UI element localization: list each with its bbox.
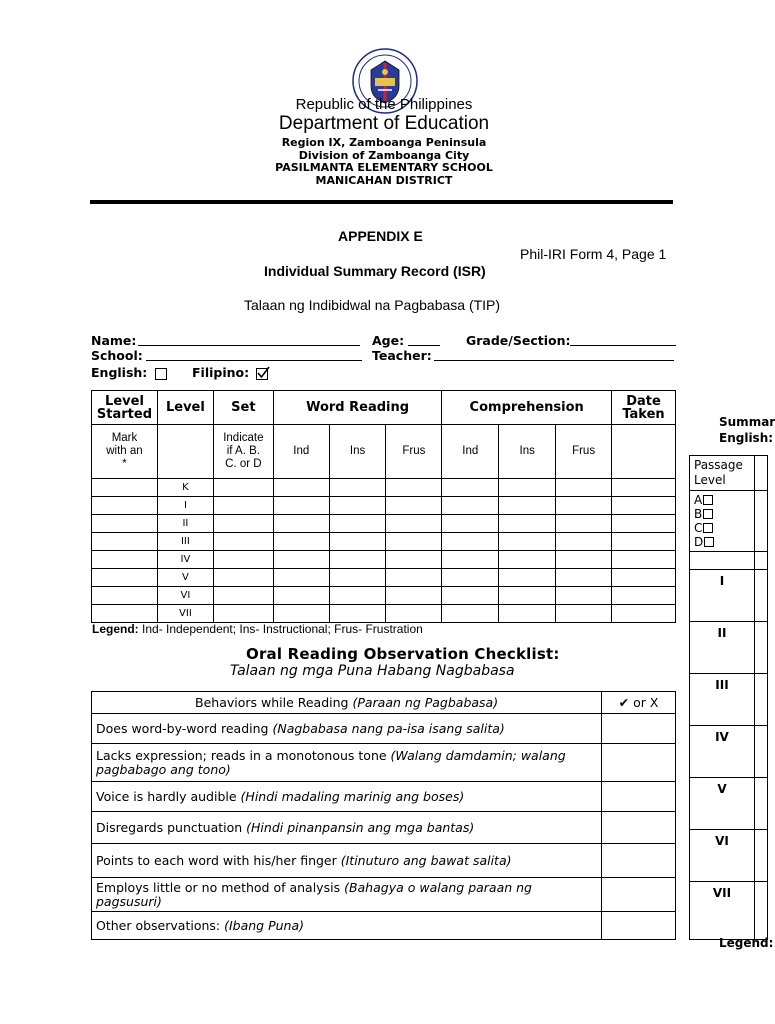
isr-entry-cell[interactable]	[442, 515, 499, 533]
isr-entry-cell[interactable]	[556, 533, 612, 551]
isr-level-cell: K	[157, 479, 213, 497]
isr-row	[92, 515, 676, 533]
side-level-row	[690, 622, 768, 674]
isr-entry-cell[interactable]	[499, 515, 556, 533]
side-col-partial	[754, 456, 767, 491]
side-options-partial	[754, 491, 767, 552]
side-level-row	[690, 674, 768, 726]
header-department: Department of Education	[278, 113, 490, 134]
isr-entry-cell[interactable]	[442, 551, 499, 569]
checklist-behavior	[92, 782, 602, 812]
isr-entry-cell[interactable]	[273, 569, 329, 587]
checklist-behavior	[92, 912, 602, 940]
checklist-header	[92, 692, 602, 714]
isr-entry-cell[interactable]	[499, 533, 556, 551]
side-option-checkbox[interactable]	[704, 537, 714, 547]
legend-label: Legend:	[92, 622, 139, 636]
checklist-behavior-en: Other observations:	[96, 917, 225, 933]
isr-level-cell: II	[157, 515, 213, 533]
legend-text: Ind- Independent; Ins- Instructional; Frus- Frustration	[138, 622, 423, 636]
name-label: Name:	[91, 333, 137, 348]
isr-table	[91, 390, 676, 623]
isr-entry-cell[interactable]	[92, 605, 158, 623]
side-level-row	[690, 726, 768, 778]
english-checkbox[interactable]	[155, 368, 167, 380]
isr-entry-cell[interactable]	[499, 497, 556, 515]
side-option-letter: B	[694, 507, 703, 521]
form-number: Phil-IRI Form 4, Page 1	[520, 246, 667, 262]
isr-entry-cell[interactable]	[273, 605, 329, 623]
checklist-behavior-fil: (Hindi pinanpansin ang mga bantas)	[246, 819, 475, 835]
isr-entry-cell[interactable]	[213, 515, 273, 533]
side-option-letter: D	[694, 535, 704, 549]
col-set: Set	[213, 391, 273, 425]
checklist-subtitle: Talaan ng mga Puna Habang Nagbabasa	[230, 663, 515, 679]
side-option-checkbox[interactable]	[703, 495, 713, 505]
header-rule	[90, 200, 673, 204]
isr-entry-cell[interactable]	[92, 569, 158, 587]
checklist-header-en: Behaviors while Reading	[195, 694, 353, 710]
isr-entry-cell[interactable]	[442, 479, 499, 497]
checklist-mark-cell[interactable]	[602, 744, 676, 782]
teacher-label: Teacher:	[372, 348, 432, 363]
checklist-mark-cell[interactable]	[602, 714, 676, 744]
isr-entry-cell[interactable]	[92, 515, 158, 533]
isr-entry-cell[interactable]	[556, 479, 612, 497]
isr-entry-cell[interactable]	[92, 587, 158, 605]
header-district: MANICAHAN DISTRICT	[315, 174, 453, 187]
checklist-behavior-fil: (Hindi madaling marinig ang boses)	[240, 788, 465, 804]
grade-section-input[interactable]	[570, 345, 676, 346]
isr-entry-cell[interactable]	[556, 515, 612, 533]
col-word-reading: Word Reading	[273, 391, 441, 425]
checklist-behavior-en: Does word-by-word reading	[96, 720, 273, 736]
document-subtitle: Talaan ng Indibidwal na Pagbabasa (TIP)	[244, 297, 501, 313]
checklist-mark-cell[interactable]	[602, 812, 676, 844]
col-level: Level	[157, 391, 213, 425]
isr-entry-cell[interactable]	[499, 569, 556, 587]
isr-entry-cell[interactable]	[273, 479, 329, 497]
teacher-input[interactable]	[434, 360, 674, 361]
sub-indicate-set: Indicate if A. B. C. or D	[213, 425, 273, 479]
checklist-row	[92, 912, 676, 940]
isr-row	[92, 533, 676, 551]
side-level-cell: VI	[690, 830, 755, 882]
checklist-behavior-fil: (Walang damdamin; walang pagbabago ang tono)	[96, 747, 566, 777]
checklist-row	[92, 714, 676, 744]
legend	[92, 622, 423, 636]
side-option	[694, 535, 750, 549]
isr-entry-cell[interactable]	[273, 515, 329, 533]
side-level-row	[690, 778, 768, 830]
sub-level-blank	[157, 425, 213, 479]
filipino-label: Filipino:	[192, 365, 250, 380]
isr-entry-cell[interactable]	[273, 551, 329, 569]
checklist-behavior-fil: (Ibang Puna)	[224, 917, 305, 933]
isr-entry-cell[interactable]	[612, 497, 676, 515]
isr-entry-cell[interactable]	[386, 551, 442, 569]
grade-section-label: Grade/Section:	[466, 333, 571, 348]
checklist-behavior-fil: (Itinuturo ang bawat salita)	[340, 852, 512, 868]
checklist-behavior	[92, 844, 602, 878]
side-summary-table	[689, 455, 768, 940]
checklist-row	[92, 844, 676, 878]
isr-entry-cell[interactable]	[329, 497, 386, 515]
sub-mark-with: Mark with an *	[92, 425, 158, 479]
checklist-title: Oral Reading Observation Checklist:	[246, 645, 560, 663]
checklist-behavior-en: Disregards punctuation	[96, 819, 247, 835]
checklist-mark-cell[interactable]	[602, 844, 676, 878]
checklist-behavior-fil: (Nagbabasa nang pa-isa isang salita)	[272, 720, 505, 736]
checklist-behavior-fil: (Bahagya o walang paraan ng pagsusuri)	[96, 879, 532, 909]
sub-comp-ins: Ins	[499, 425, 556, 479]
isr-entry-cell[interactable]	[213, 533, 273, 551]
sub-word-ins: Ins	[329, 425, 386, 479]
check-icon	[256, 366, 270, 380]
checklist-behavior	[92, 878, 602, 912]
checklist-behavior-en: Voice is hardly audible	[96, 788, 241, 804]
checklist-behavior	[92, 744, 602, 782]
isr-entry-cell[interactable]	[213, 605, 273, 623]
side-options	[690, 491, 755, 552]
checklist-mark-cell[interactable]	[602, 782, 676, 812]
checklist-behavior	[92, 812, 602, 844]
filipino-checkbox[interactable]	[256, 368, 268, 380]
isr-entry-cell[interactable]	[556, 497, 612, 515]
isr-entry-cell[interactable]	[213, 497, 273, 515]
side-option	[694, 521, 750, 535]
side-level-row	[690, 882, 768, 940]
appendix-label: APPENDIX E	[338, 228, 423, 244]
checklist-behavior-en: Lacks expression; reads in a monotonous tone	[96, 747, 391, 763]
isr-entry-cell[interactable]	[442, 569, 499, 587]
side-level-cell: VII	[690, 882, 755, 940]
isr-entry-cell[interactable]	[442, 533, 499, 551]
side-level-partial	[754, 830, 767, 882]
side-option	[694, 493, 750, 507]
isr-entry-cell[interactable]	[499, 551, 556, 569]
isr-entry-cell[interactable]	[273, 497, 329, 515]
side-level-cell: IV	[690, 726, 755, 778]
side-blank-row-partial	[754, 552, 767, 570]
isr-entry-cell[interactable]	[612, 479, 676, 497]
side-level-cell: V	[690, 778, 755, 830]
side-level-row	[690, 830, 768, 882]
side-level-row	[690, 570, 768, 622]
checklist-row	[92, 812, 676, 844]
side-option-checkbox[interactable]	[703, 523, 713, 533]
col-date-taken: Date Taken	[612, 391, 676, 425]
sub-date-blank	[612, 425, 676, 479]
observation-checklist	[91, 691, 676, 940]
isr-entry-cell[interactable]	[556, 551, 612, 569]
isr-entry-cell[interactable]	[612, 605, 676, 623]
english-label: English:	[91, 365, 148, 380]
checklist-row	[92, 878, 676, 912]
sub-word-frus: Frus	[386, 425, 442, 479]
isr-level-cell: IV	[157, 551, 213, 569]
isr-entry-cell[interactable]	[273, 587, 329, 605]
header-region: Region IX, Zamboanga Peninsula	[281, 136, 487, 149]
isr-entry-cell[interactable]	[386, 515, 442, 533]
isr-entry-cell[interactable]	[442, 587, 499, 605]
isr-row	[92, 551, 676, 569]
isr-entry-cell[interactable]	[612, 587, 676, 605]
header-school: PASILMANTA ELEMENTARY SCHOOL	[275, 161, 493, 174]
side-legend-label: Legend:	[719, 936, 774, 950]
name-input[interactable]	[138, 345, 360, 346]
isr-row	[92, 587, 676, 605]
checklist-behavior	[92, 714, 602, 744]
isr-row	[92, 497, 676, 515]
header-republic: Republic of the Philippines	[295, 96, 473, 113]
isr-entry-cell[interactable]	[273, 533, 329, 551]
isr-entry-cell[interactable]	[329, 515, 386, 533]
isr-row	[92, 605, 676, 623]
checklist-mark-cell[interactable]	[602, 878, 676, 912]
isr-entry-cell[interactable]	[92, 533, 158, 551]
isr-entry-cell[interactable]	[329, 605, 386, 623]
side-option-checkbox[interactable]	[703, 509, 713, 519]
side-level-partial	[754, 778, 767, 830]
age-input[interactable]	[408, 345, 440, 346]
side-level-partial	[754, 570, 767, 622]
isr-row	[92, 479, 676, 497]
checklist-header-fil: (Paraan ng Pagbabasa)	[352, 694, 499, 710]
isr-entry-cell[interactable]	[92, 551, 158, 569]
school-label: School:	[91, 348, 143, 363]
isr-entry-cell[interactable]	[329, 479, 386, 497]
checklist-behavior-en: Employs little or no method of analysis	[96, 879, 345, 895]
checklist-row	[92, 782, 676, 812]
isr-entry-cell[interactable]	[442, 497, 499, 515]
isr-entry-cell[interactable]	[213, 479, 273, 497]
side-blank-row	[690, 552, 755, 570]
isr-entry-cell[interactable]	[556, 587, 612, 605]
isr-entry-cell[interactable]	[329, 587, 386, 605]
side-option-letter: C	[694, 521, 703, 535]
side-level-cell: III	[690, 674, 755, 726]
isr-entry-cell[interactable]	[386, 497, 442, 515]
header-division: Division of Zamboanga City	[298, 149, 470, 162]
side-option-letter: A	[694, 493, 703, 507]
checklist-behavior-en: Points to each word with his/her finger	[96, 852, 341, 868]
sub-comp-ind: Ind	[442, 425, 499, 479]
isr-entry-cell[interactable]	[386, 587, 442, 605]
document-title: Individual Summary Record (ISR)	[264, 263, 486, 279]
sub-word-ind: Ind	[273, 425, 329, 479]
isr-level-cell: I	[157, 497, 213, 515]
side-option	[694, 507, 750, 521]
isr-entry-cell[interactable]	[329, 569, 386, 587]
side-level-cell: II	[690, 622, 755, 674]
school-input[interactable]	[146, 360, 362, 361]
side-level-partial	[754, 674, 767, 726]
isr-entry-cell[interactable]	[386, 605, 442, 623]
isr-entry-cell[interactable]	[386, 479, 442, 497]
side-passage-level: Passage Level	[690, 456, 755, 491]
isr-level-cell: VII	[157, 605, 213, 623]
isr-entry-cell[interactable]	[213, 569, 273, 587]
isr-entry-cell[interactable]	[556, 605, 612, 623]
isr-row	[92, 569, 676, 587]
sub-comp-frus: Frus	[556, 425, 612, 479]
side-english-label: English:	[719, 431, 774, 445]
isr-entry-cell[interactable]	[386, 569, 442, 587]
isr-level-cell: V	[157, 569, 213, 587]
isr-entry-cell[interactable]	[612, 515, 676, 533]
col-level-started: Level Started	[92, 391, 158, 425]
col-comprehension: Comprehension	[442, 391, 612, 425]
side-level-partial	[754, 622, 767, 674]
checklist-row	[92, 744, 676, 782]
isr-entry-cell[interactable]	[213, 587, 273, 605]
isr-entry-cell[interactable]	[612, 533, 676, 551]
side-summary-label: Summar	[719, 415, 775, 429]
isr-entry-cell[interactable]	[499, 605, 556, 623]
isr-entry-cell[interactable]	[499, 587, 556, 605]
isr-entry-cell[interactable]	[612, 569, 676, 587]
checklist-mark-header: ✔ or X	[602, 692, 676, 714]
isr-entry-cell[interactable]	[213, 551, 273, 569]
isr-entry-cell[interactable]	[329, 533, 386, 551]
isr-level-cell: III	[157, 533, 213, 551]
isr-level-cell: VI	[157, 587, 213, 605]
isr-entry-cell[interactable]	[612, 551, 676, 569]
checklist-mark-cell[interactable]	[602, 912, 676, 940]
isr-entry-cell[interactable]	[499, 479, 556, 497]
side-level-partial	[754, 726, 767, 778]
isr-entry-cell[interactable]	[556, 569, 612, 587]
isr-entry-cell[interactable]	[92, 479, 158, 497]
side-level-partial	[754, 882, 767, 940]
side-level-cell: I	[690, 570, 755, 622]
isr-entry-cell[interactable]	[386, 533, 442, 551]
age-label: Age:	[372, 333, 405, 348]
isr-entry-cell[interactable]	[329, 551, 386, 569]
isr-entry-cell[interactable]	[442, 605, 499, 623]
isr-entry-cell[interactable]	[92, 497, 158, 515]
